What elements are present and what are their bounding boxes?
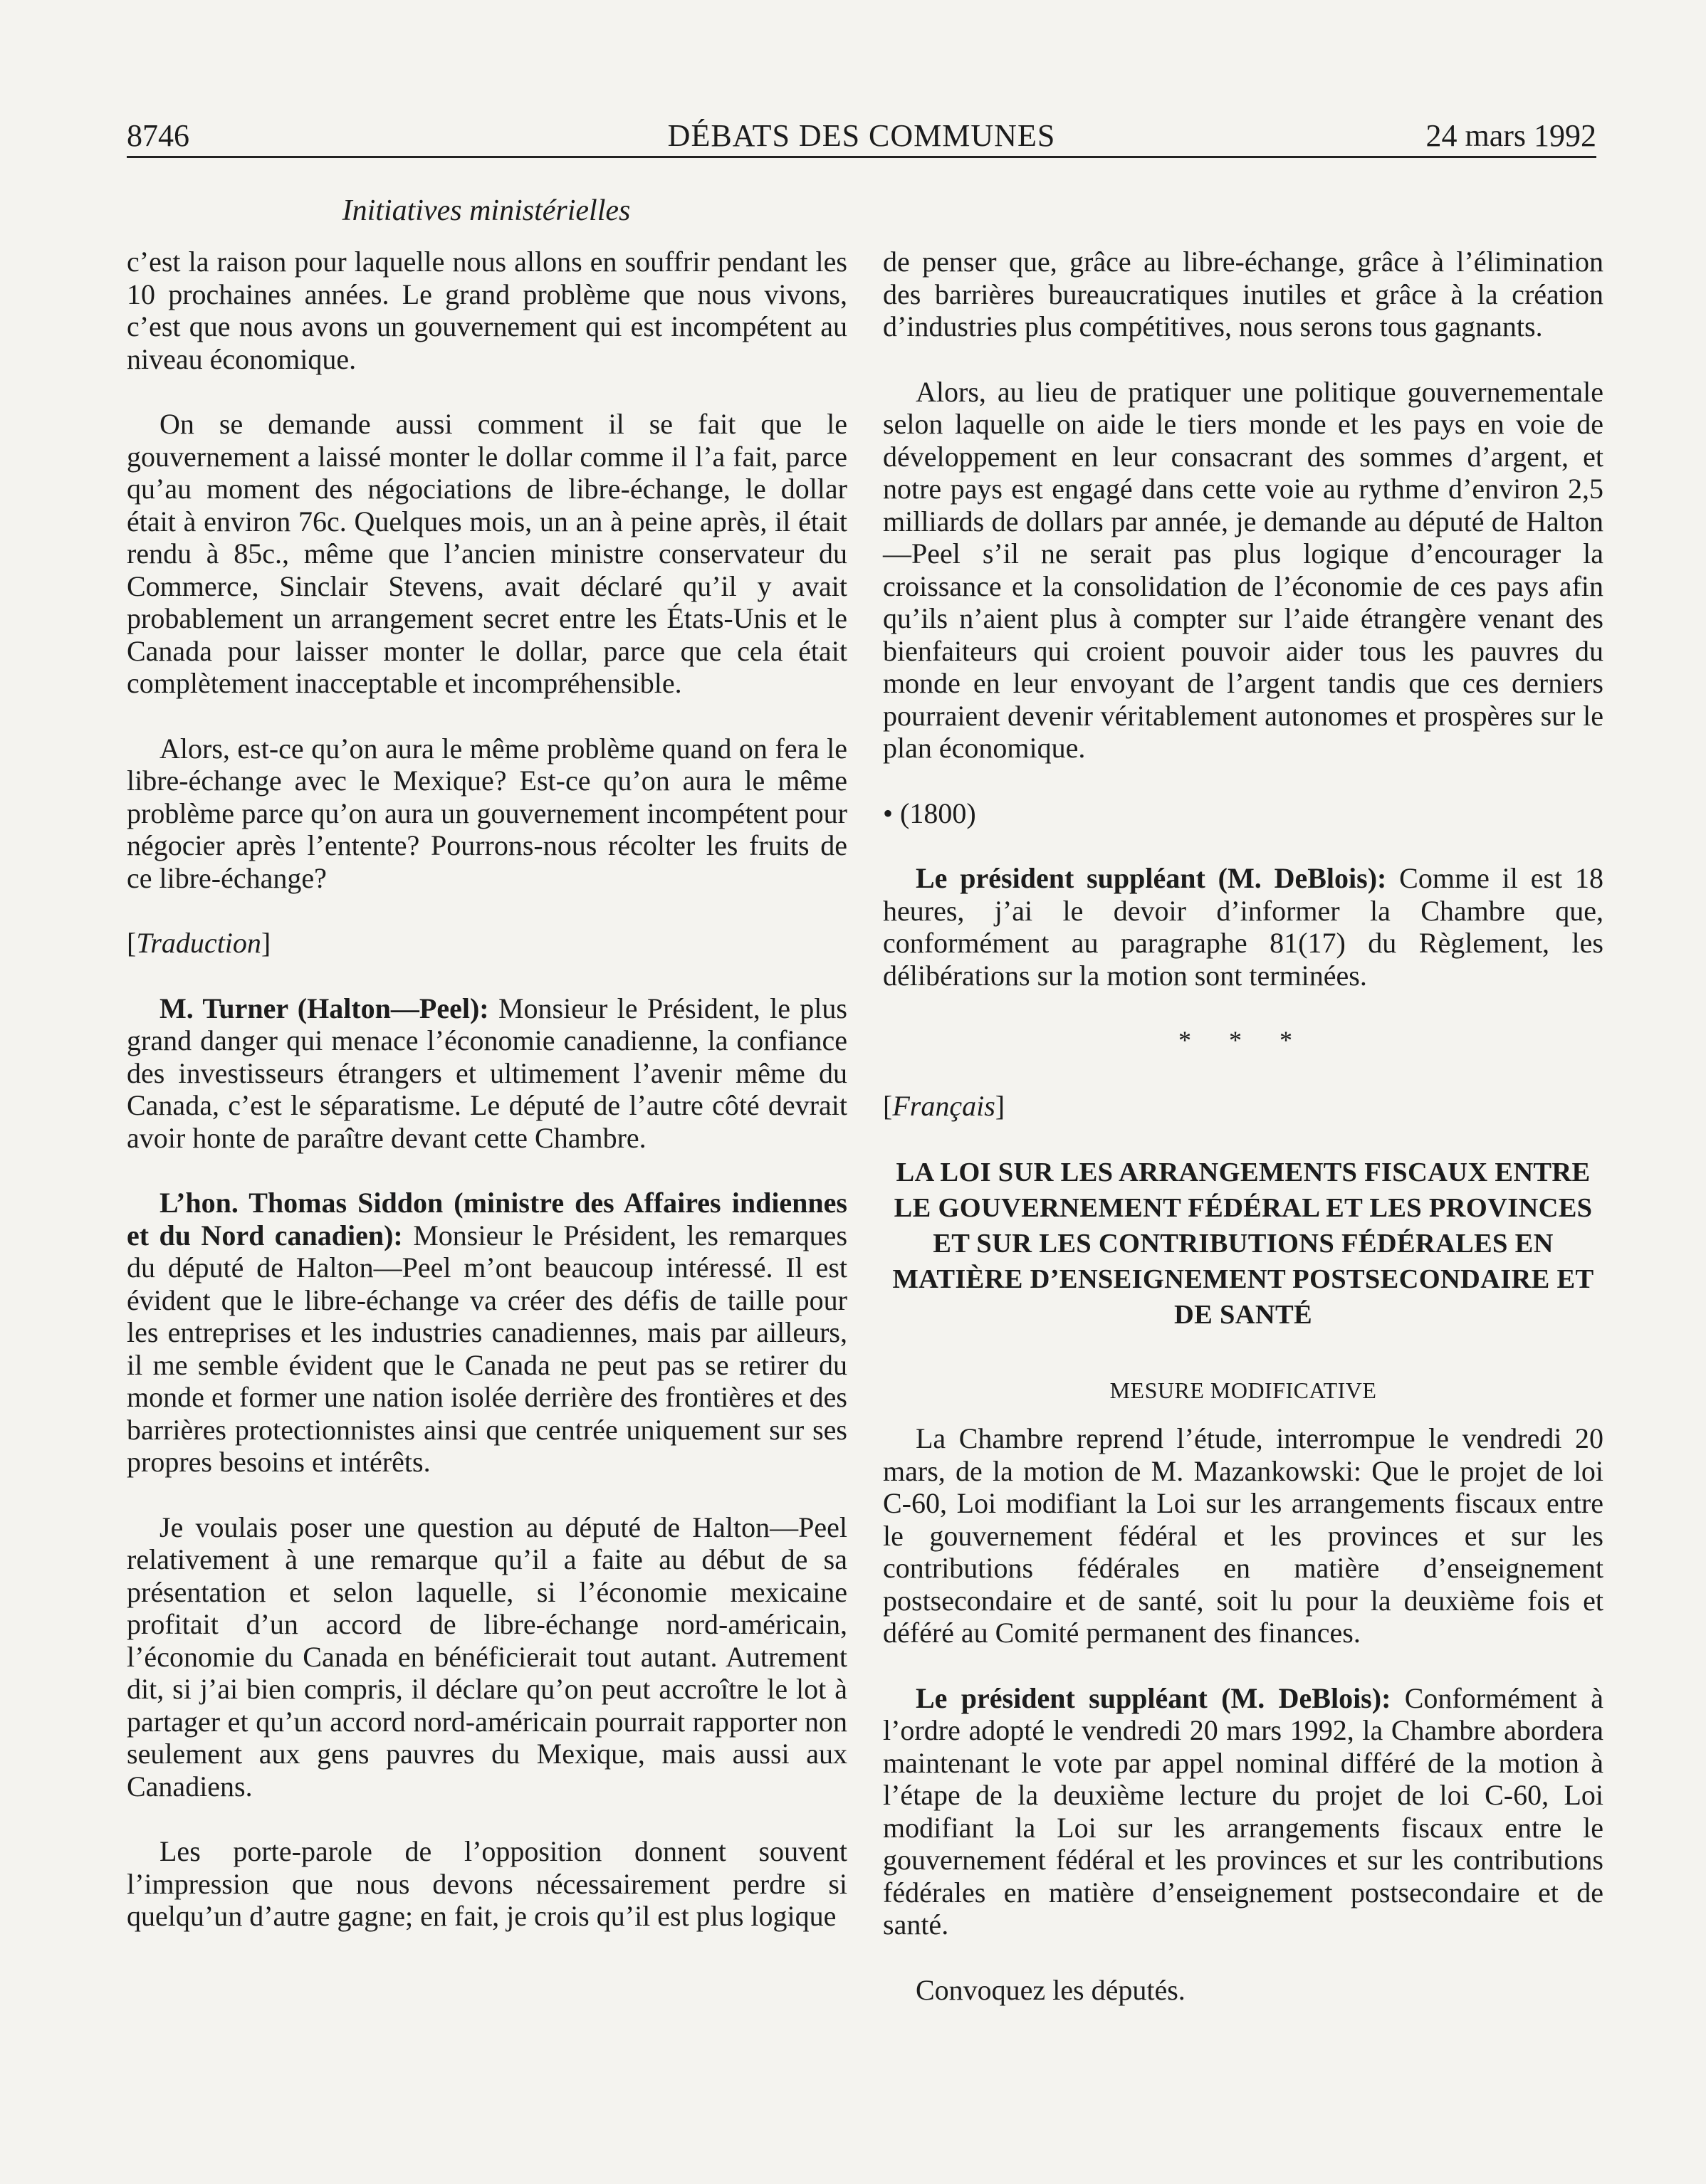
language-tag-traduction: [Traduction] <box>127 927 271 959</box>
language-tag-francais: [Français] <box>883 1089 1005 1122</box>
speech-deblois: Le président suppléant (M. DeBlois): Conformément à l’ordre adopté le vendredi 20 mars 1992, la Chambre abordera maintenant le vote par appel nominal différé de la motion à l’étape de la deuxième lecture du projet de loi C-60, Loi modifiant la Loi sur les arrangements fiscaux entre le gouvernement fédéral et les provinces et sur les contributions fédérales en matière d’enseignement postsecondaire et de santé. <box>883 1681 1604 1941</box>
header-rule <box>127 156 1596 158</box>
running-header <box>127 114 1596 158</box>
paragraph: La Chambre reprend l’étude, interrompue le vendredi 20 mars, de la motion de M. Mazankowski: Que le projet de loi C-60, Loi modifiant la Loi sur les arrangements fiscaux entre le gouvernement fédéral et les provinces et sur les contributions fédérales en matière d’enseignement postsecondaire et de santé, soit lu pour la deuxième fois et déféré au Comité permanent des finances. <box>883 1422 1603 1649</box>
section-label: Initiatives ministérielles <box>342 194 631 227</box>
time-stamp: • (1800) <box>883 797 976 829</box>
paragraph: c’est la raison pour laquelle nous allons en souffrir pendant les 10 prochaines années. Le grand problème que nous vivons, c’est que nous avons un gouvernement qui est incompétent au niveau économique. <box>127 246 847 375</box>
publication-title: DÉBATS DES COMMUNES <box>667 118 1056 153</box>
paragraph: On se demande aussi comment il se fait que le gouvernement a laissé monter le dollar comme il l’a fait, parce qu’au moment des négociations de libre-échange, le dollar était à environ 76c. Quelques mois, un an à peine après, il était rendu à 85c., même que l’ancien ministre conservateur du Commerce, Sinclair Stevens, avait déclaré qu’il y avait probablement un arrangement secret entre les États-Unis et le Canada pour laisser monter le dollar, parce que cela était complètement inacceptable et incompréhensible. <box>127 408 847 699</box>
section-separator: * * * <box>1178 1026 1308 1054</box>
paragraph: Alors, est-ce qu’on aura le même problème quand on fera le libre-échange avec le Mexique? Est-ce qu’on aura le même problème parce qu’on aura un gouvernement incompétent pour négocier après l’entente? Pourrons-nous récolter les fruits de ce libre-échange? <box>127 732 847 894</box>
speaker-name: Le président suppléant (M. DeBlois): <box>916 862 1387 894</box>
paragraph: Convoquez les députés. <box>916 1973 1186 2006</box>
right-column <box>883 246 1603 2039</box>
publication-date: 24 mars 1992 <box>1425 118 1596 153</box>
paragraph: de penser que, grâce au libre-échange, grâce à l’élimination des barrières bureaucratiques inutiles et grâce à la création d’industries plus compétitives, nous serons tous gagnants. <box>883 246 1603 342</box>
speaker-name: M. Turner (Halton—Peel): <box>159 992 489 1024</box>
paragraph: Alors, au lieu de pratiquer une politique gouvernementale selon laquelle on aide le tiers monde et les pays en voie de développement en leur consacrant des sommes d’argent, et notre pays est engagé dans cette voie au rythme d’environ 2,5 milliards de dollars par année, je demande au député de Halton—Peel s’il ne serait pas plus logique d’encourager la croissance et la consolidation de l’économie de ces pays afin qu’ils n’aient plus à compter sur l’aide étrangère venant des bienfaiteurs qui croient pouvoir aider tous les pauvres du monde en leur envoyant de l’argent tandis que ces derniers pourraient devenir véritablement autonomes et prospères sur le plan économique. <box>883 375 1603 764</box>
paragraph: Je voulais poser une question au député de Halton—Peel relativement à une remarque qu’il a faite au début de sa présentation et selon laquelle, si l’économie mexicaine profitait d’un accord de libre-échange nord-américain, l’économie du Canada en bénéficierait tout autant. Autrement dit, si j’ai bien compris, il déclare qu’on peut accroître le lot à partager et qu’un accord nord-américain pourrait rapporter non seulement aux gens pauvres du Mexique, mais aussi aux Canadiens. <box>127 1511 847 1802</box>
speaker-name: Le président suppléant (M. DeBlois): <box>916 1681 1391 1714</box>
speech-turner: M. Turner (Halton—Peel): Monsieur le Président, le plus grand danger qui menace l’économie canadienne, la confiance des investisseurs étrangers et ultimement l’avenir même du Canada, c’est le séparatisme. Le député de l’autre côté devrait avoir honte de paraître devant cette Chambre. <box>127 992 847 1154</box>
speech-siddon: L’hon. Thomas Siddon (ministre des Affaires indiennes et du Nord canadien): Monsieur le Président, les remarques du député de Halton—Peel m’ont beaucoup intéressé. Il est évident que le libre-échange va créer des défis de taille pour les entreprises et les industries canadiennes, mais par ailleurs, il me semble évident que le Canada ne peut pas se retirer du monde et former une nation isolée derrière des frontières et des barrières protectionnistes ainsi que centrée uniquement sur ses propres besoins et intérêts. <box>127 1187 848 1478</box>
page-number: 8746 <box>127 118 189 153</box>
bullet-icon: • <box>883 797 894 829</box>
bill-subheading: MESURE MODIFICATIVE <box>1109 1377 1377 1403</box>
paragraph: Les porte-parole de l’opposition donnent souvent l’impression que nous devons nécessairement perdre si quelqu’un d’autre gagne; en fait, je crois qu’il est plus logique <box>127 1835 847 1932</box>
bill-title: LA LOI SUR LES ARRANGEMENTS FISCAUX ENTRE LE GOUVERNEMENT FÉDÉRAL ET LES PROVINCES ET SUR LES CONTRIBUTIONS FÉDÉRALES EN MATIÈRE D’ENSEIGNEMENT POSTSECONDAIRE ET DE SANTÉ <box>892 1157 1594 1330</box>
speaker-name: L’hon. Thomas Siddon (ministre des Affaires indiennes et du Nord canadien): <box>127 1187 847 1251</box>
left-column <box>127 246 847 1965</box>
speech-deblois: Le président suppléant (M. DeBlois): Comme il est 18 heures, j’ai le devoir d’informer la Chambre que, conformément au paragraphe 81(17) du Règlement, les délibérations sur la motion sont terminées. <box>883 862 1603 992</box>
